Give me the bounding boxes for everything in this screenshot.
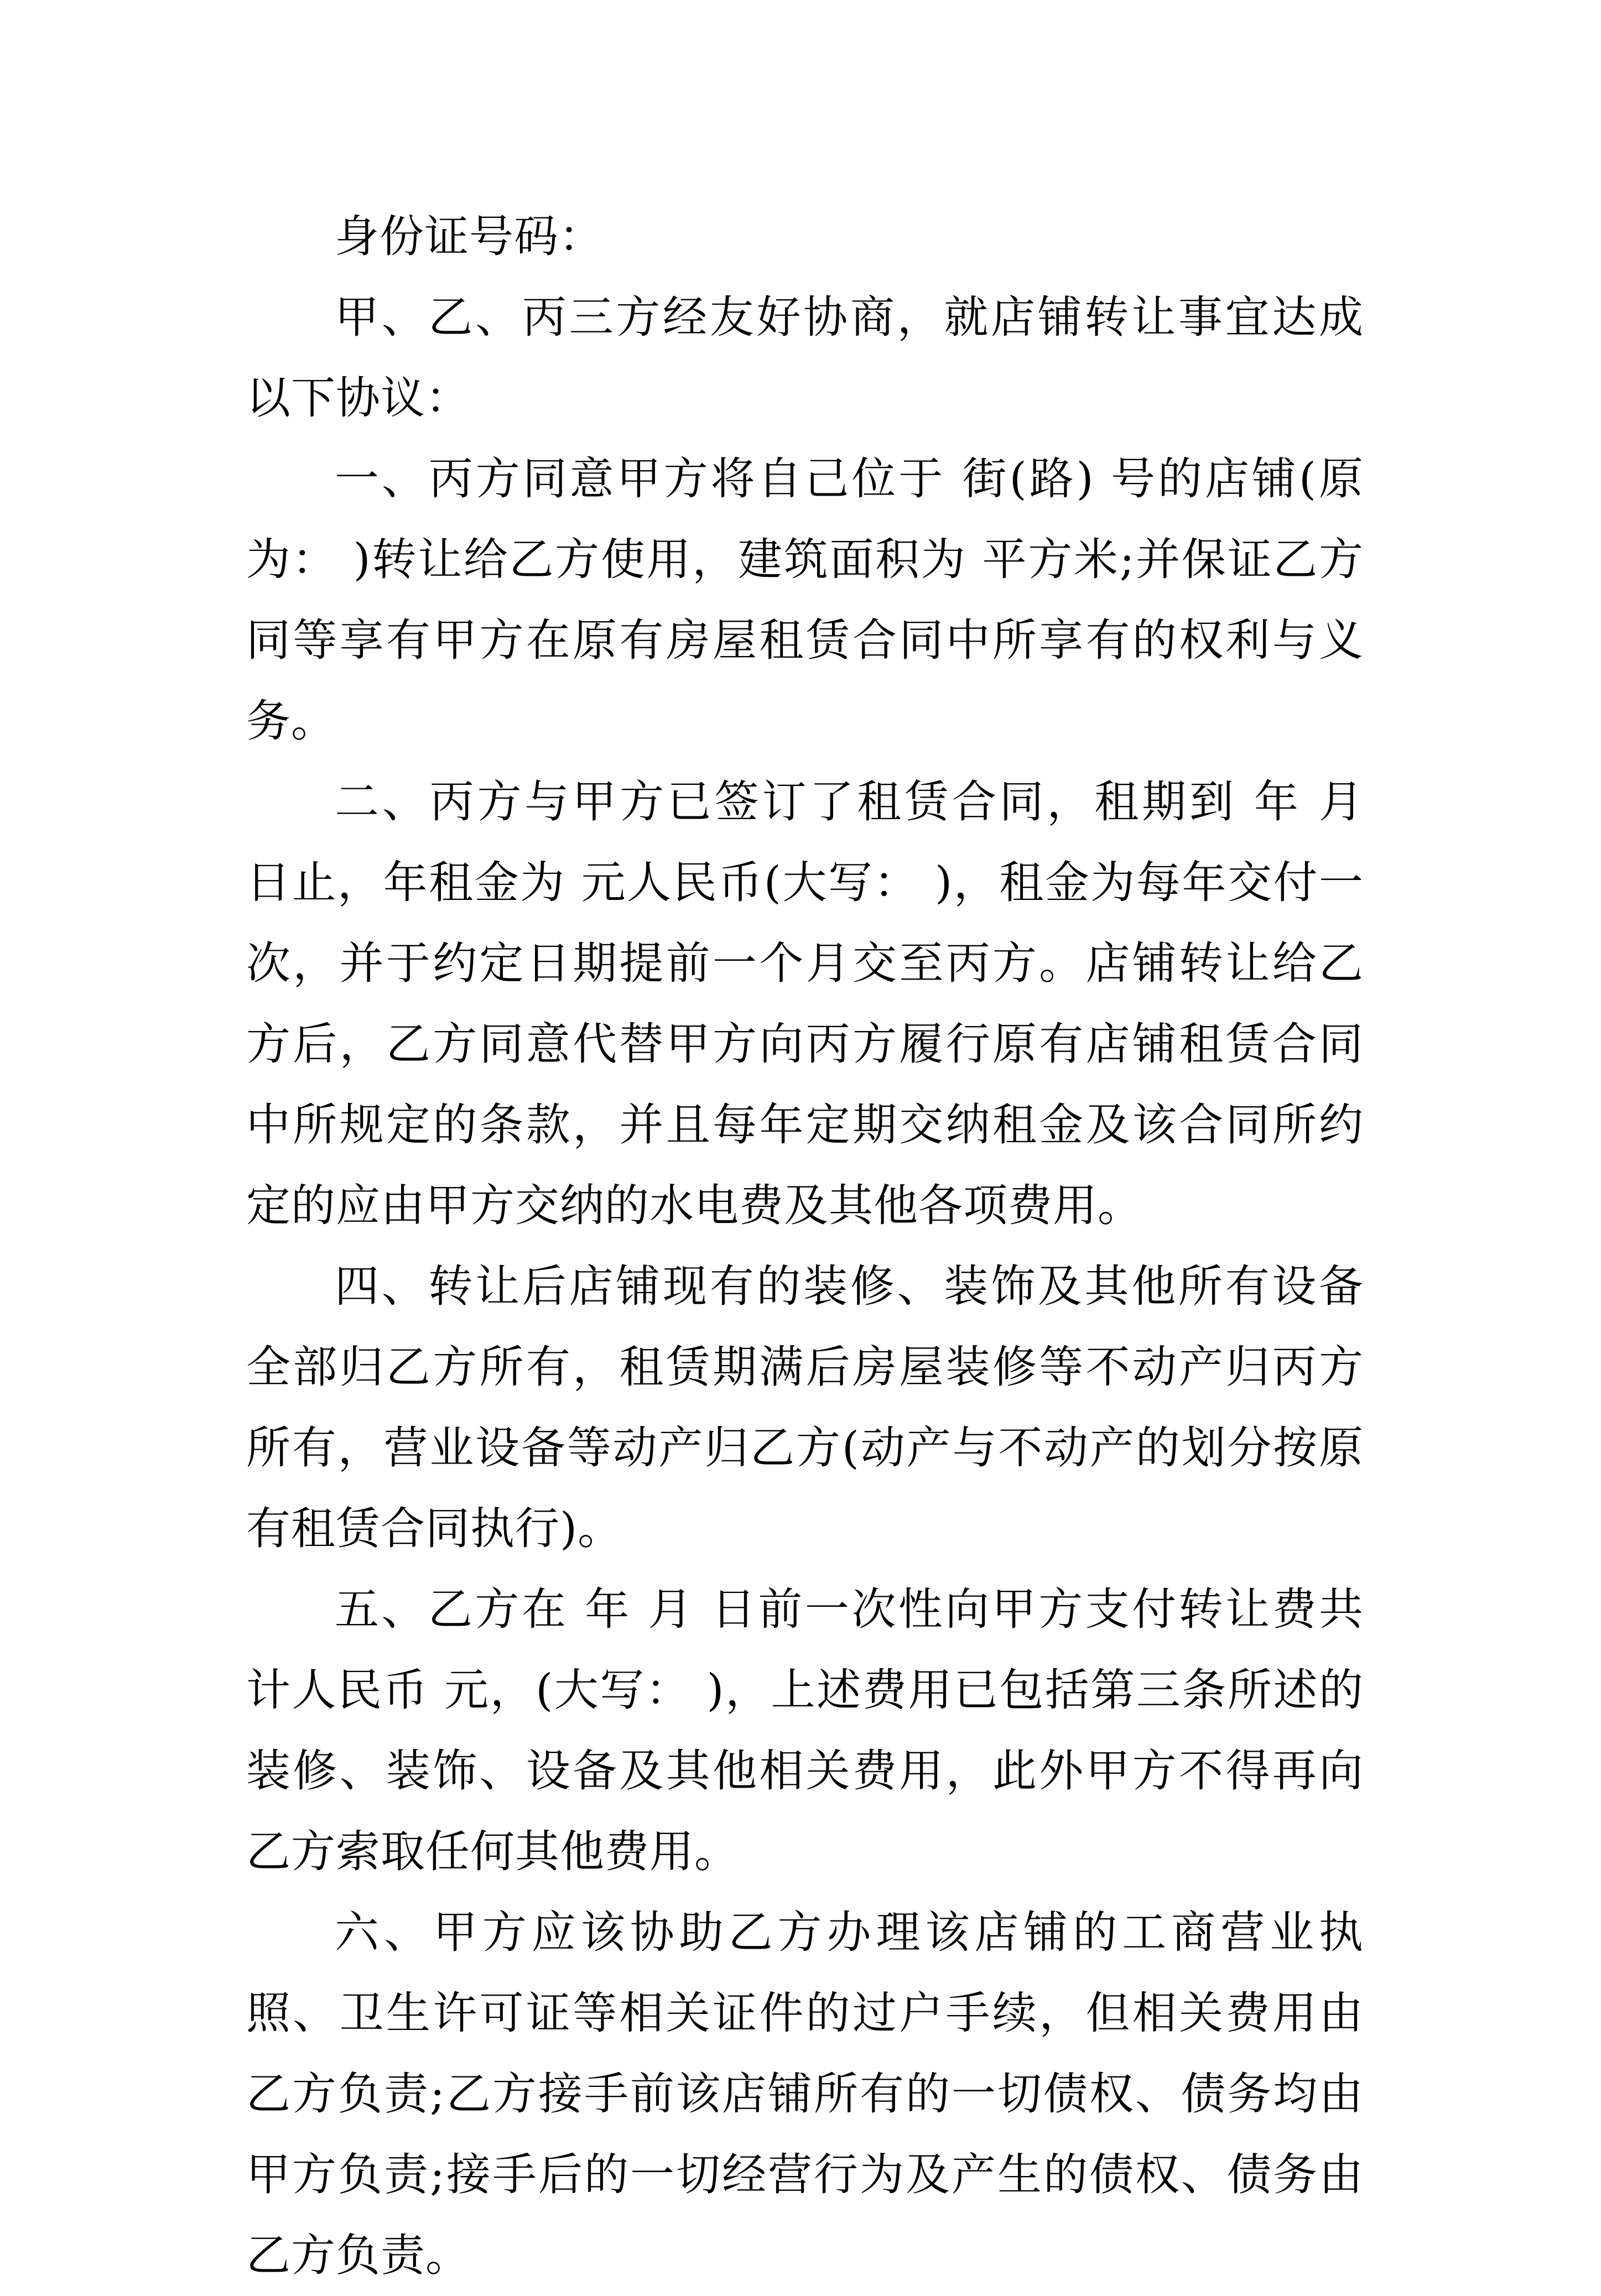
clause-6: 六、甲方应该协助乙方办理该店铺的工商营业执照、卫生许可证等相关证件的过户手续，但相关费用由乙方负责;乙方接手前该店铺所有的一切债权、债务均由甲方负责;接手后的一切经营行为及产生的债权、债务由乙方负责。 (246, 1907, 1364, 2281)
clause-1: 一、丙方同意甲方将自己位于 街(路) 号的店铺(原为： )转让给乙方使用，建筑面积为 平方米;并保证乙方同等享有甲方在原有房屋租赁合同中所享有的权利与义务。 (246, 453, 1364, 747)
document-body (246, 196, 1364, 2296)
id-number-line: 身份证号码： (335, 211, 604, 262)
clause-2: 二、丙方与甲方已签订了租赁合同，租期到 年 月 日止，年租金为 元人民币(大写： )，租金为每年交付一次，并于约定日期提前一个月交至丙方。店铺转让给乙方后，乙方同意代替甲方向丙方履行原有店铺租赁合同中所规定的条款，并且每年定期交纳租金及该合同所约定的应由甲方交纳的水电费及其他各项费用。 (246, 776, 1364, 1231)
agreement-preamble: 甲、乙、丙三方经友好协商，就店铺转让事宜达成以下协议： (246, 291, 1364, 424)
clause-4: 四、转让后店铺现有的装修、装饰及其他所有设备全部归乙方所有，租赁期满后房屋装修等不动产归丙方所有，营业设备等动产归乙方(动产与不动产的划分按原有租赁合同执行)。 (246, 1261, 1364, 1554)
clause-5: 五、乙方在 年 月 日前一次性向甲方支付转让费共计人民币 元，(大写： )，上述费用已包括第三条所述的装修、装饰、设备及其他相关费用，此外甲方不得再向乙方索取任何其他费用。 (246, 1584, 1364, 1877)
